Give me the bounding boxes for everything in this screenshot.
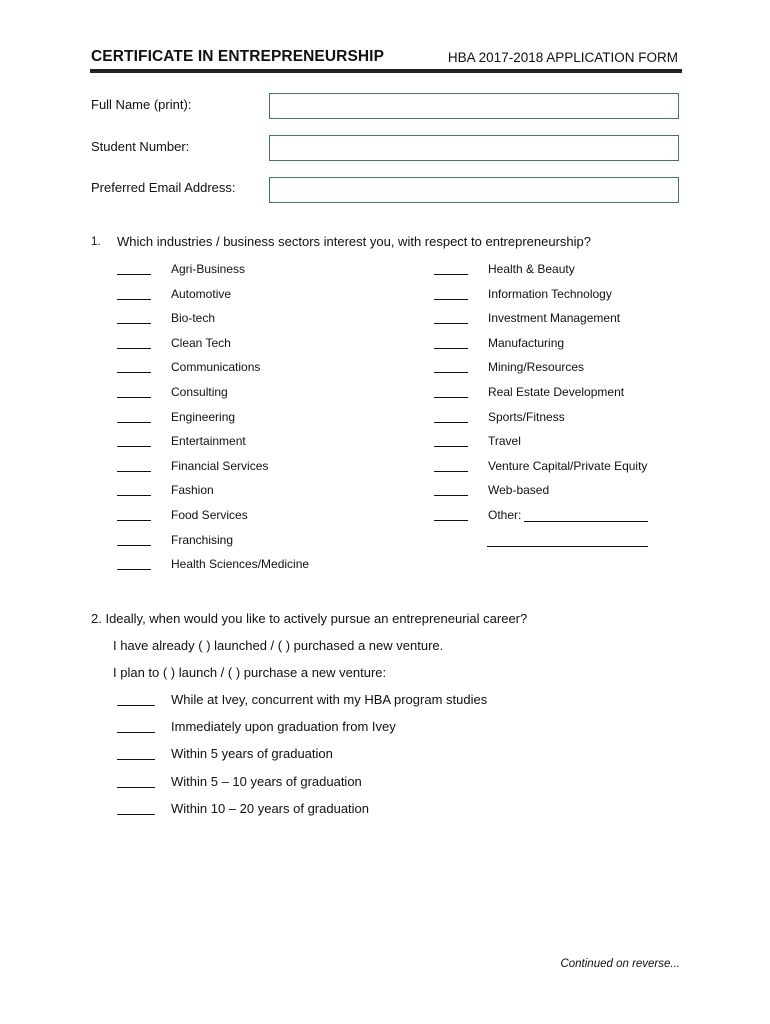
q1-right-option-label: Web-based <box>488 483 550 498</box>
q1-left-option-label: Entertainment <box>171 434 246 449</box>
q1-left-option-blank[interactable] <box>117 422 151 423</box>
q1-right-option-label: Venture Capital/Private Equity <box>488 458 648 473</box>
header-rule <box>90 69 682 73</box>
q1-left-option-label: Communications <box>171 360 261 375</box>
student-number-field[interactable] <box>269 135 679 161</box>
q1-left-option-blank[interactable] <box>117 299 151 300</box>
q1-left-option-label: Fashion <box>171 483 214 498</box>
continued-note: Continued on reverse... <box>560 958 680 970</box>
q1-left-option-label: Engineering <box>171 409 236 424</box>
q2-already-line: I have already ( ) launched / ( ) purchased a new venture. <box>113 638 444 653</box>
q1-right-option-label: Mining/Resources <box>488 360 585 375</box>
q1-right-option-label: Sports/Fitness <box>488 409 565 424</box>
q2-option-blank[interactable] <box>117 787 155 788</box>
email-field[interactable] <box>269 177 679 203</box>
q2-option-label: Within 10 – 20 years of graduation <box>171 800 370 816</box>
q1-left-option-blank[interactable] <box>117 274 151 275</box>
q1-right-option-blank[interactable] <box>434 446 468 447</box>
q1-right-option-blank[interactable] <box>434 348 468 349</box>
q1-left-option-blank[interactable] <box>117 545 151 546</box>
q1-right-option-label: Real Estate Development <box>488 385 625 399</box>
q1-left-option-blank[interactable] <box>117 397 151 398</box>
q1-left-option-blank[interactable] <box>117 348 151 349</box>
q1-left-option-blank[interactable] <box>117 323 151 324</box>
email-label: Preferred Email Address: <box>91 180 236 195</box>
q2-option-label: While at Ivey, concurrent with my HBA program studies <box>171 692 488 707</box>
full-name-label: Full Name (print): <box>91 97 192 112</box>
student-number-label: Student Number: <box>91 139 190 154</box>
q2-option-blank[interactable] <box>117 732 155 733</box>
q1-right-option-label: Travel <box>488 434 521 449</box>
q2-option-blank[interactable] <box>117 759 155 760</box>
q1-left-option-label: Agri-Business <box>171 262 246 276</box>
q1-left-option-blank[interactable] <box>117 520 151 521</box>
q1-right-option-label: Other: <box>488 508 522 522</box>
page-title: CERTIFICATE IN ENTREPRENEURSHIP <box>91 48 385 65</box>
q1-left-option-label: Health Sciences/Medicine <box>171 557 310 572</box>
form-id: HBA 2017-2018 APPLICATION FORM <box>447 50 678 65</box>
q1-right-option-label: Investment Management <box>488 311 621 326</box>
q1-left-option-label: Financial Services <box>171 458 269 473</box>
q1-right-option-blank[interactable] <box>434 372 468 373</box>
other-specify-line-2[interactable] <box>487 546 648 547</box>
q1-left-option-blank[interactable] <box>117 446 151 447</box>
q1-left-option-blank[interactable] <box>117 569 151 570</box>
q1-left-option-label: Automotive <box>171 286 232 301</box>
q1-left-option-label: Bio-tech <box>171 311 216 326</box>
q1-right-option-blank[interactable] <box>434 397 468 398</box>
q1-left-option-label: Consulting <box>171 385 228 399</box>
q1-right-option-blank[interactable] <box>434 471 468 472</box>
q1-left-option-label: Food Services <box>171 508 248 522</box>
q1-right-option-blank[interactable] <box>434 274 468 275</box>
q1-left-option-blank[interactable] <box>117 372 151 373</box>
q1-left-option-label: Clean Tech <box>171 335 231 350</box>
q1-number: 1. <box>91 236 101 248</box>
q1-right-option-blank[interactable] <box>434 422 468 423</box>
q2-option-blank[interactable] <box>117 814 155 815</box>
q1-question: Which industries / business sectors interest you, with respect to entrepreneurship? <box>117 234 592 249</box>
q2-option-blank[interactable] <box>117 705 155 706</box>
q2-question: 2. Ideally, when would you like to actively pursue an entrepreneurial career? <box>91 611 528 626</box>
full-name-field[interactable] <box>269 93 679 119</box>
q1-right-option-blank[interactable] <box>434 520 468 521</box>
q1-left-option-label: Franchising <box>171 532 234 547</box>
q2-option-label: Within 5 – 10 years of graduation <box>171 773 362 789</box>
q2-plan-line: I plan to ( ) launch / ( ) purchase a new venture: <box>113 665 387 680</box>
q1-right-option-blank[interactable] <box>434 323 468 324</box>
q2-option-label: Within 5 years of graduation <box>171 746 333 762</box>
q1-left-option-blank[interactable] <box>117 495 151 496</box>
q1-right-option-label: Information Technology <box>488 286 612 301</box>
q1-right-option-label: Health & Beauty <box>488 262 575 276</box>
q1-left-option-blank[interactable] <box>117 471 151 472</box>
q1-right-option-blank[interactable] <box>434 495 468 496</box>
q2-option-label: Immediately upon graduation from Ivey <box>171 719 396 735</box>
q1-right-option-blank[interactable] <box>434 299 468 300</box>
q1-right-option-label: Manufacturing <box>488 335 565 350</box>
other-specify-line[interactable] <box>524 521 648 522</box>
